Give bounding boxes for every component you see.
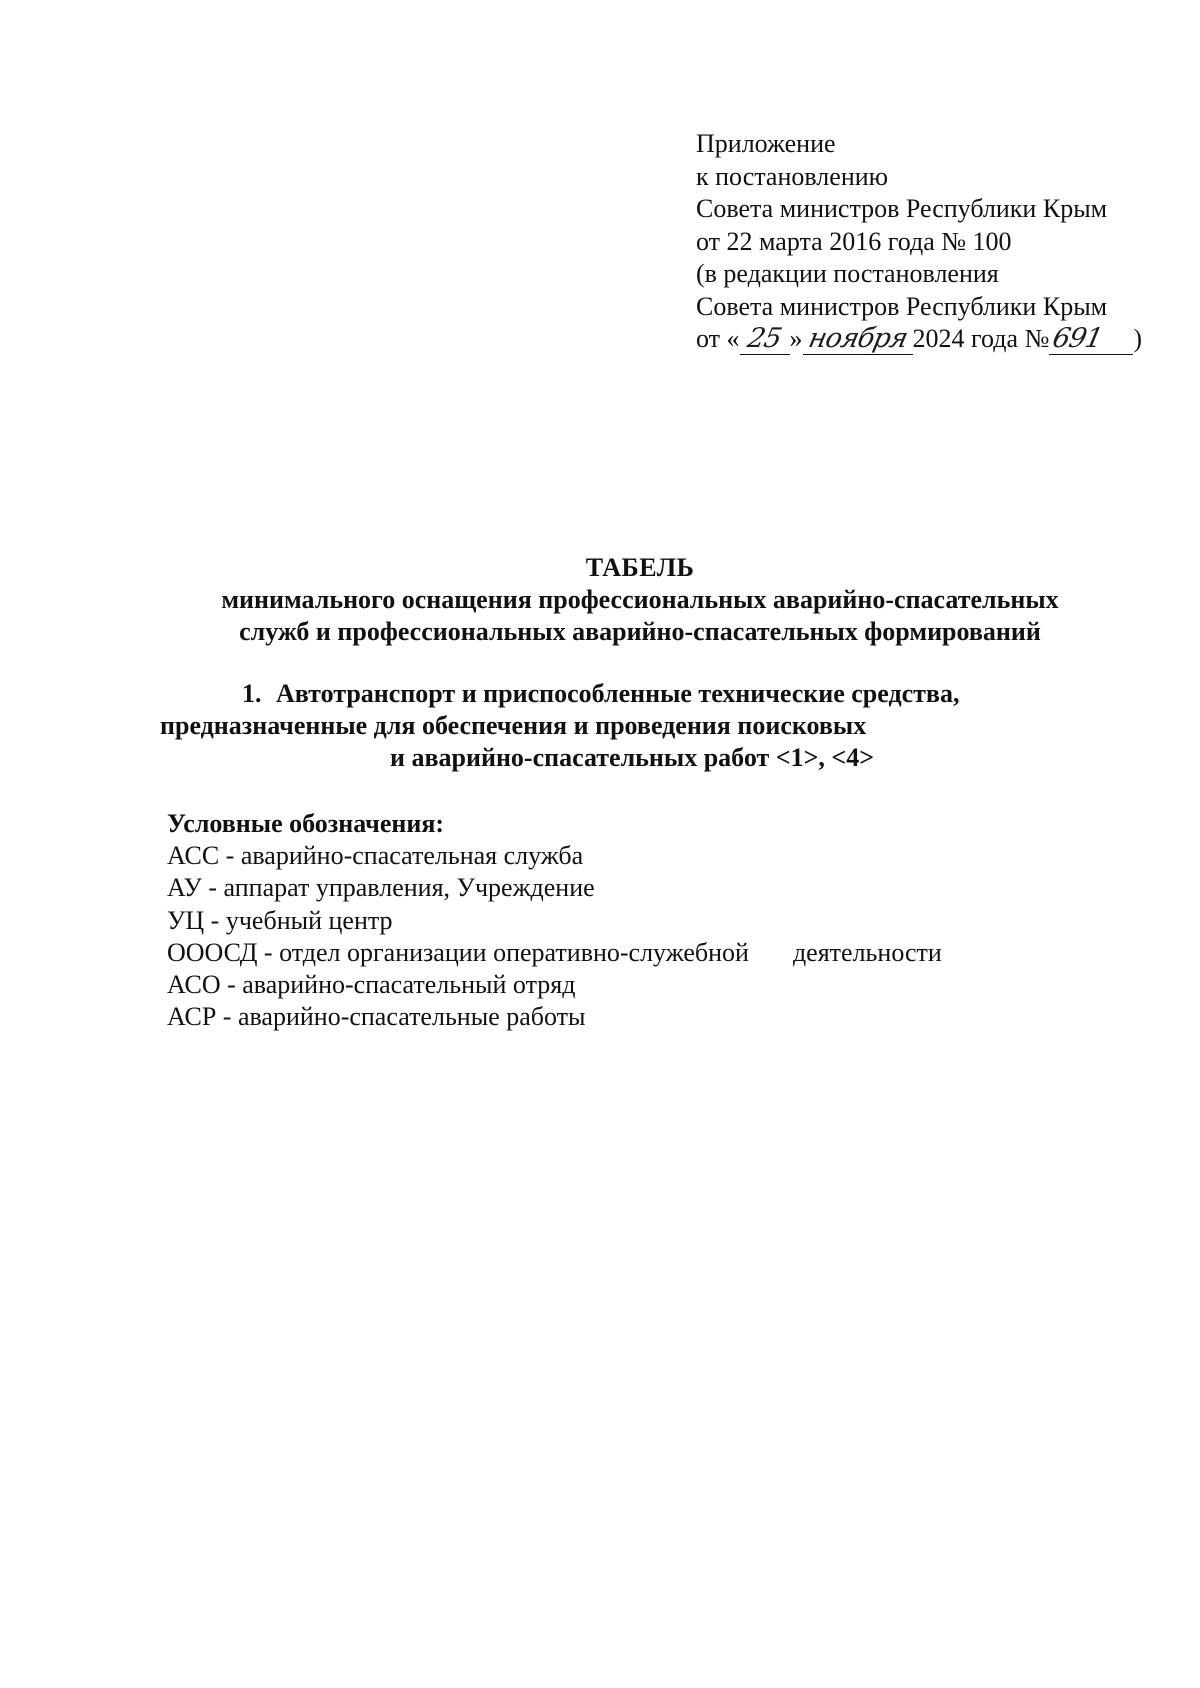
legend-item: УЦ - учебный центр bbox=[167, 905, 393, 935]
legend-item: АСО - аварийно-спасательный отряд bbox=[167, 970, 576, 1000]
title-main: ТАБЕЛЬ bbox=[585, 553, 695, 582]
handwritten-month: ноября bbox=[803, 326, 913, 355]
date-prefix: от « bbox=[696, 324, 740, 353]
appendix-block bbox=[696, 128, 1176, 356]
title-line: минимального оснащения профессиональных аварийно-спасательных bbox=[221, 585, 1059, 614]
legend-item: АСР - аварийно-спасательные работы bbox=[167, 1002, 586, 1032]
section-line bbox=[160, 678, 1140, 710]
title-line: служб и профессиональных аварийно-спасательных формирований bbox=[239, 617, 1041, 646]
section-number: 1. bbox=[242, 679, 262, 708]
legend-item-part: деятельности bbox=[792, 937, 942, 967]
legend-block bbox=[167, 808, 1067, 1033]
section-line: предназначенные для обеспечения и проведения поисковых bbox=[160, 711, 867, 740]
document-title bbox=[140, 552, 1140, 648]
appendix-line: к постановлению bbox=[696, 161, 889, 191]
appendix-line: Приложение bbox=[696, 129, 836, 158]
year-text: 2024 года № bbox=[912, 324, 1050, 353]
appendix-line: Совета министров Республики Крым bbox=[696, 291, 1108, 321]
section-line: и аварийно-спасательных работ <1>, <4> bbox=[390, 743, 875, 772]
amendment-date-line bbox=[696, 323, 1176, 356]
section-heading bbox=[160, 678, 1140, 774]
date-suffix: ) bbox=[1133, 324, 1143, 353]
legend-item-part: ОООСД - отдел организации оперативно-служебной bbox=[167, 937, 749, 967]
appendix-line: от 22 марта 2016 года № 100 bbox=[696, 226, 1012, 256]
legend-item bbox=[167, 937, 1067, 969]
section-line-text: Автотранспорт и приспособленные технические средства, bbox=[276, 679, 960, 708]
handwritten-number: 691 bbox=[1049, 326, 1133, 355]
legend-heading: Условные обозначения: bbox=[167, 809, 445, 838]
appendix-line: Совета министров Республики Крым bbox=[696, 194, 1108, 223]
legend-item: АУ - аппарат управления, Учреждение bbox=[167, 873, 595, 903]
date-quote: » bbox=[789, 324, 803, 353]
handwritten-day: 25 bbox=[740, 326, 790, 355]
appendix-line: (в редакции постановления bbox=[696, 259, 999, 288]
legend-item: АСС - аварийно-спасательная служба bbox=[167, 841, 584, 871]
